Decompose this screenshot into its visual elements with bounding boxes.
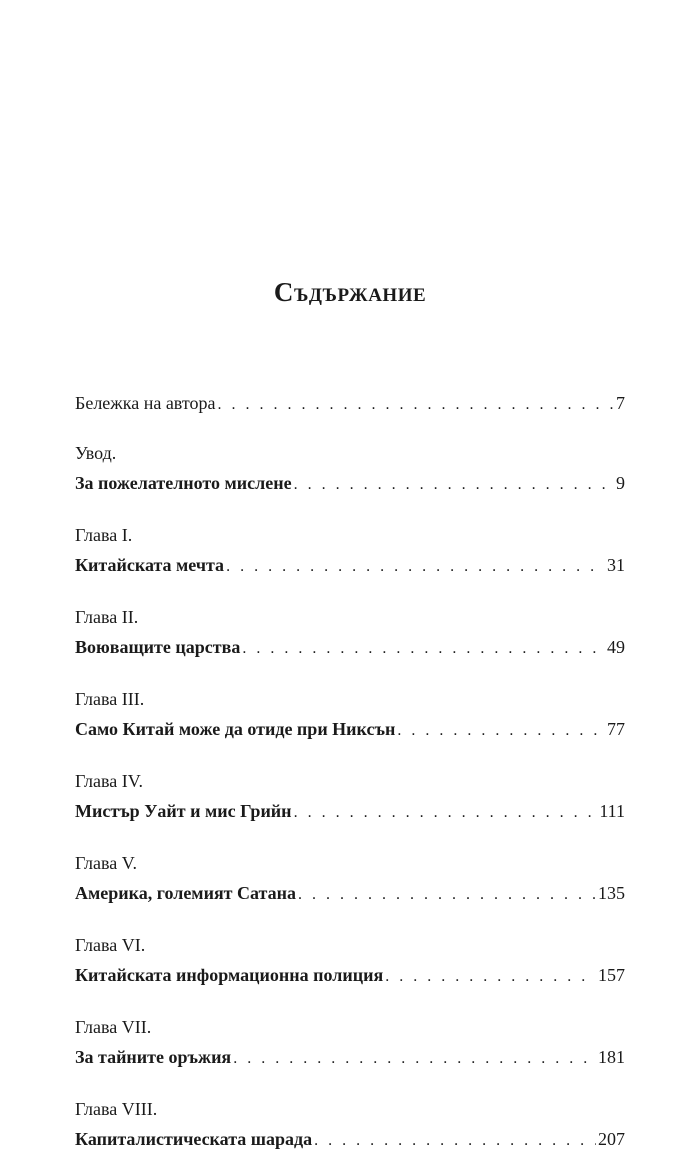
- toc-row: [75, 632, 625, 662]
- dot-leader: [397, 716, 605, 746]
- toc-heading: Съдържание: [273, 277, 427, 307]
- toc-entry: [75, 684, 625, 744]
- chapter-label: Глава VIII.: [75, 1099, 158, 1119]
- entry-title: Америка, големият Сатана: [75, 883, 296, 903]
- chapter-label: Глава IV.: [75, 771, 143, 791]
- entry-title: Бележка на автора: [75, 393, 216, 413]
- toc-entry: [75, 930, 625, 990]
- toc-row: [75, 714, 625, 744]
- entry-title: Мистър Уайт и мис Грийн: [75, 801, 292, 821]
- dot-leader: [298, 880, 596, 910]
- dot-leader: [294, 798, 598, 828]
- page-number: 9: [616, 473, 625, 493]
- chapter-label: Глава VI.: [75, 935, 146, 955]
- chapter-label: Глава II.: [75, 607, 139, 627]
- toc-entry: [75, 602, 625, 662]
- toc-entry: [75, 438, 625, 498]
- toc-row: [75, 550, 625, 580]
- entry-title: Само Китай може да отиде при Никсън: [75, 719, 396, 739]
- toc-row: [75, 1124, 625, 1154]
- page-number: 207: [598, 1129, 625, 1149]
- toc-entry: [75, 1094, 625, 1154]
- toc-entry: [75, 520, 625, 580]
- toc-row: [75, 796, 625, 826]
- entry-title: За тайните оръжия: [75, 1047, 232, 1067]
- toc-entry: [75, 388, 625, 418]
- dot-leader: [242, 634, 605, 664]
- entry-title: За пожелателното мислене: [75, 473, 292, 493]
- dot-leader: [294, 470, 614, 500]
- entry-title: Китайската информационна полиция: [75, 965, 384, 985]
- entry-title: Воюващите царства: [75, 637, 241, 657]
- toc-row: [75, 878, 625, 908]
- chapter-label: Глава V.: [75, 853, 137, 873]
- toc-row: [75, 468, 625, 498]
- toc-entry: [75, 848, 625, 908]
- toc-entry: [75, 1012, 625, 1072]
- chapter-label: Глава VII.: [75, 1017, 152, 1037]
- toc-row: [75, 388, 625, 418]
- page-number: 31: [607, 555, 625, 575]
- chapter-label: Глава I.: [75, 525, 133, 545]
- toc-list: [75, 388, 625, 1176]
- toc-row: [75, 960, 625, 990]
- dot-leader: [314, 1126, 596, 1156]
- chapter-label: Глава III.: [75, 689, 145, 709]
- dot-leader: [226, 552, 605, 582]
- entry-title: Китайската мечта: [75, 555, 225, 575]
- dot-leader: [217, 390, 614, 420]
- dot-leader: [385, 962, 596, 992]
- chapter-label: Увод.: [75, 443, 117, 463]
- page-number: 157: [598, 965, 625, 985]
- page-number: 49: [607, 637, 625, 657]
- dot-leader: [233, 1044, 596, 1074]
- page-number: 77: [607, 719, 625, 739]
- entry-title: Капиталистическата шарада: [75, 1129, 313, 1149]
- toc-entry: [75, 766, 625, 826]
- page-number: 135: [598, 883, 625, 903]
- page-number: 7: [616, 393, 625, 413]
- page-number: 181: [598, 1047, 625, 1067]
- page-number: 111: [599, 801, 625, 821]
- toc-row: [75, 1042, 625, 1072]
